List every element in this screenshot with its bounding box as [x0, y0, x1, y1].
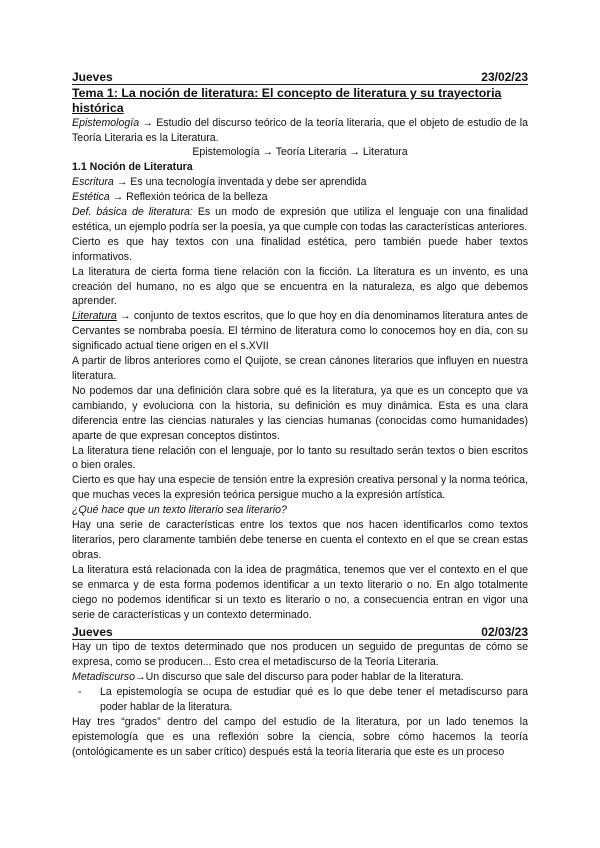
question-heading: ¿Qué hace que un texto literario sea literario?	[72, 504, 287, 517]
arrow: →	[139, 116, 157, 129]
arrow: →	[116, 310, 134, 323]
paragraph-literatura	[72, 309, 528, 354]
paragraph: Hay un tipo de textos determinado que nos producen un seguido de preguntas de cómo se expresa, como se producen... Esto crea el metadiscurso de la Teoría Literaria.	[72, 641, 528, 669]
paragraph: Cierto es que hay textos con una finalidad estética, pero también puede haber textos informativos.	[72, 235, 528, 263]
date-header	[72, 70, 528, 85]
date-label: 02/03/23	[481, 625, 528, 640]
list-item	[72, 685, 528, 715]
paragraph: Hay una serie de características entre los textos que nos hacen identificarlos como textos literarios, pero claramente también debe tenerse en cuenta el contexto en el que se crean estas obras.	[72, 519, 528, 561]
term-metadiscurso: Metadiscurso	[72, 671, 135, 684]
paragraph: La literatura de cierta forma tiene relación con la ficción. La literatura es un invento, es una creación del humano, no es algo que se encuentra en la naturaleza, es algo que debemos aprender.	[72, 265, 528, 308]
paragraph: A partir de libros anteriores como el Quijote, se crean cánones literarios que influyen en nuestra literatura.	[72, 355, 528, 382]
arrow: →	[135, 671, 146, 684]
term-literatura: Literatura	[72, 310, 117, 323]
document-page	[72, 70, 528, 760]
paragraph-escritura	[72, 175, 528, 190]
definition-text: Un discurso que sale del discurso para poder hablar de la literatura.	[145, 671, 464, 684]
definition-text: conjunto de textos escritos, que lo que hoy en día denominamos literatura antes de Cervantes se nombraba poesía. El término de literatura como lo conocemos hoy en día, con su significado actual tiene origen en el s.XVII	[72, 310, 529, 353]
arrow: →	[109, 191, 127, 204]
paragraph: Hay tres “grados” dentro del campo del estudio de la literatura, por un lado tenemos la epistemología que es una reflexión sobre la ciencia, sobre cómo hacemos la teoría (ontológicamente es un saber crítico) después está la teoría literaria que este es un proceso	[72, 715, 528, 758]
section-heading: 1.1 Noción de Literatura	[72, 161, 193, 174]
definition-text: Es una tecnología inventada y debe ser aprendida	[130, 176, 367, 189]
paragraph-definicion	[72, 205, 528, 235]
list-item-text: La epistemología se ocupa de estudiar qué es lo que debe tener el metadiscurso para poder hablar de la literatura.	[100, 686, 528, 714]
definition-text: Estudio del discurso teórico de la teoría literaria, que el objeto de estudio de la Teoría Literaria es la Literatura.	[72, 116, 528, 144]
term-escritura: Escritura	[72, 176, 114, 189]
definition-text: Es un modo de expresión que utiliza el lenguaje con una finalidad estética, un ejemplo podría ser la poesía, ya que cumple con todas las características anteriores.	[72, 206, 529, 233]
arrow: →	[113, 176, 131, 189]
paragraph: La literatura está relacionada con la idea de pragmática, tenemos que ver el contexto en el que se enmarca y de esta forma podemos identificar a un texto literario o no. En algo totalmente ciego no podemos identificar si un texto es literario o no, a consecuencia entran en vigor una serie de características y un contexto determinado.	[72, 563, 528, 621]
paragraph-estetica	[72, 190, 528, 205]
date-header	[72, 625, 528, 640]
topic-title: Tema 1: La noción de literatura: El concepto de literatura y su trayectoria histórica	[72, 86, 502, 115]
definition-text: Reflexión teórica de la belleza	[126, 191, 268, 204]
paragraph: No podemos dar una definición clara sobre qué es la literatura, ya que es un concepto que va cambiando, y evoluciona con la historia, su definición es muy dinámica. Esta es una clara diferencia entre las ciencias naturales y las ciencias humanas (conocidas como humanidades) aparte de que expresan conceptos distintos.	[72, 384, 528, 442]
term-estetica: Estética	[72, 191, 110, 204]
bullet-dash: -	[78, 686, 82, 699]
paragraph: Cierto es que hay una especie de tensión entre la expresión creativa personal y la norma teórica, que muchas veces la expresión teórica persigue mucho a la expresión artística.	[72, 474, 528, 502]
concept-chain: Epistemología → Teoría Literaria → Literatura	[192, 146, 408, 159]
date-label: 23/02/23	[481, 70, 528, 84]
day-label: Jueves	[72, 70, 113, 84]
term-epistemologia: Epistemología	[72, 116, 140, 129]
paragraph-metadiscurso	[72, 670, 528, 685]
paragraph: La literatura tiene relación con el lenguaje, por lo tanto su resultado serán textos o bien escritos o bien orales.	[72, 444, 528, 472]
term-definicion: Def. básica de literatura:	[72, 206, 193, 219]
paragraph-epistemologia	[72, 116, 528, 146]
day-label: Jueves	[72, 625, 113, 640]
